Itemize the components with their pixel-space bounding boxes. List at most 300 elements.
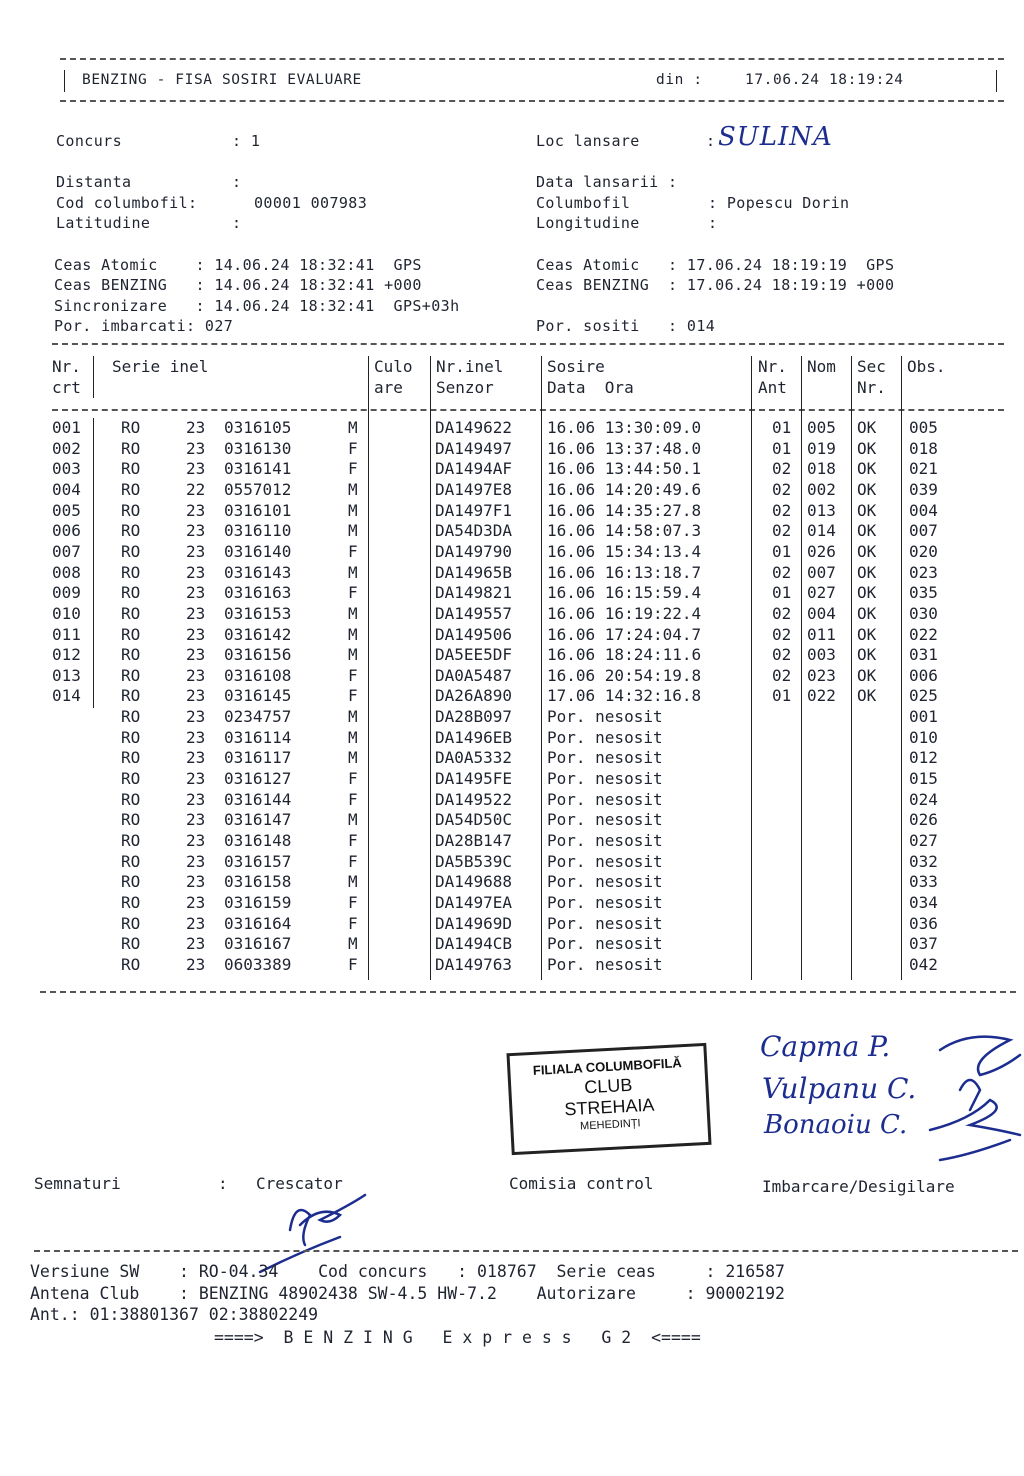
row-ring: 0316145 [224, 686, 292, 706]
row-obs: 030 [909, 603, 938, 623]
row-arrival: Por. nesosit [547, 748, 663, 768]
row-sensor: DA1497EA [435, 892, 513, 912]
row-sensor: DA149790 [435, 541, 513, 561]
row-nom: 007 [807, 562, 836, 582]
row-obs: 039 [909, 479, 938, 499]
row-obs: 010 [909, 727, 938, 747]
row-year: 23 [186, 459, 206, 479]
row-nom: 018 [807, 459, 836, 479]
row-arrival: 16.06 16:15:59.4 [547, 583, 702, 603]
row-sec: OK [857, 562, 877, 582]
row-obs: 032 [909, 851, 938, 871]
row-ant: 02 [772, 459, 792, 479]
row-sensor: DA1497F1 [435, 500, 513, 520]
row-ant: 02 [772, 665, 792, 685]
row-sex: M [348, 707, 358, 727]
row-obs: 024 [909, 789, 938, 809]
row-country: RO [121, 913, 141, 933]
row-country: RO [121, 479, 141, 499]
row-arrival: 16.06 14:20:49.6 [547, 479, 702, 499]
crescator-label: Crescator [256, 1174, 343, 1193]
row-sex: F [348, 851, 358, 871]
row-ant: 02 [772, 603, 792, 623]
row-country: RO [121, 541, 141, 561]
row-obs: 004 [909, 500, 938, 520]
row-ring: 0316156 [224, 645, 292, 665]
row-nom: 004 [807, 603, 836, 623]
row-sensor: DA149557 [435, 603, 513, 623]
columbofil-label: Columbofil [536, 194, 631, 212]
row-sex: F [348, 665, 358, 685]
row-obs: 034 [909, 892, 938, 912]
row-year: 23 [186, 583, 206, 603]
row-arrival: 16.06 18:24:11.6 [547, 645, 702, 665]
row-obs: 012 [909, 748, 938, 768]
col-nrinel-2: Senzor [436, 378, 494, 397]
row-country: RO [121, 500, 141, 520]
signature-commission-1: Capma P. [760, 1030, 891, 1063]
row-sex: M [348, 603, 358, 623]
row-year: 23 [186, 892, 206, 912]
footer-ant: Ant.: 01:38801367 02:38802249 [30, 1305, 319, 1324]
columbofil-value: : Popescu Dorin [708, 194, 850, 212]
row-year: 23 [186, 954, 206, 974]
row-sex: F [348, 459, 358, 479]
row-country: RO [121, 624, 141, 644]
row-ring: 0316110 [224, 521, 292, 541]
row-sensor: DA1496EB [435, 727, 513, 747]
row-nr: 014 [52, 686, 81, 706]
concurs-value: : 1 [232, 132, 261, 150]
row-obs: 026 [909, 810, 938, 830]
row-sex: F [348, 686, 358, 706]
row-sec: OK [857, 418, 877, 437]
row-sex: M [348, 748, 358, 768]
row-sec: OK [857, 541, 877, 561]
row-arrival: Por. nesosit [547, 851, 663, 871]
row-country: RO [121, 831, 141, 850]
row-ring: 0557012 [224, 479, 292, 499]
ceas-atomic-end: Ceas Atomic : 17.06.24 18:19:19 GPS [536, 256, 895, 274]
row-ant: 01 [772, 686, 792, 706]
longitudine-label: Longitudine [536, 214, 640, 232]
row-year: 23 [186, 686, 206, 706]
loc-value: : [706, 132, 716, 150]
row-country: RO [121, 707, 141, 727]
row-country: RO [121, 934, 141, 954]
row-ring: 0316101 [224, 500, 292, 520]
row-arrival: 16.06 13:37:48.0 [547, 438, 702, 458]
row-sensor: DA1494CB [435, 934, 513, 954]
loc-handwritten: SULINA [718, 122, 833, 152]
row-sec: OK [857, 479, 877, 499]
row-ring: 0316105 [224, 418, 292, 437]
row-obs: 001 [909, 707, 938, 727]
row-nr: 002 [52, 438, 81, 458]
row-ring: 0316164 [224, 913, 292, 933]
row-arrival: 16.06 14:58:07.3 [547, 521, 702, 541]
row-year: 23 [186, 872, 206, 892]
row-sensor: DA5EE5DF [435, 645, 513, 665]
row-sex: F [348, 913, 358, 933]
row-arrival: Por. nesosit [547, 892, 663, 912]
row-sec: OK [857, 665, 877, 685]
row-sex: M [348, 418, 358, 437]
row-country: RO [121, 789, 141, 809]
row-obs: 031 [909, 645, 938, 665]
row-ring: 0316117 [224, 748, 292, 768]
row-sex: M [348, 500, 358, 520]
report-date: 17.06.24 18:19:24 [745, 72, 904, 88]
row-obs: 036 [909, 913, 938, 933]
row-year: 23 [186, 418, 206, 437]
row-year: 23 [186, 727, 206, 747]
row-sex: M [348, 562, 358, 582]
comisia-label: Comisia control [509, 1174, 654, 1193]
row-sex: F [348, 583, 358, 603]
col-sosire-2: Data Ora [547, 378, 634, 397]
row-nr: 012 [52, 645, 81, 665]
row-nom: 011 [807, 624, 836, 644]
row-sensor: DA54D50C [435, 810, 513, 830]
row-nom: 005 [807, 418, 836, 437]
col-culo-1: Culo [374, 357, 413, 376]
row-arrival: 17.06 14:32:16.8 [547, 686, 702, 706]
row-obs: 037 [909, 934, 938, 954]
row-nr: 009 [52, 583, 81, 603]
row-ant: 01 [772, 418, 792, 437]
row-nom: 022 [807, 686, 836, 706]
row-country: RO [121, 521, 141, 541]
row-sensor: DA1497E8 [435, 479, 513, 499]
row-obs: 020 [909, 541, 938, 561]
row-country: RO [121, 872, 141, 892]
semnaturi-colon: : [218, 1174, 228, 1193]
row-ring: 0316127 [224, 769, 292, 789]
concurs-label: Concurs [56, 132, 123, 150]
distanta-value: : [232, 173, 242, 191]
row-obs: 006 [909, 665, 938, 685]
row-nr: 007 [52, 541, 81, 561]
ceas-benzing-start: Ceas BENZING : 14.06.24 18:32:41 +000 [54, 276, 422, 294]
cod-value: 00001 007983 [254, 194, 368, 212]
row-country: RO [121, 769, 141, 789]
row-sex: M [348, 645, 358, 665]
signature-commission-2: Vulpanu C. [762, 1072, 917, 1105]
row-year: 23 [186, 913, 206, 933]
row-country: RO [121, 603, 141, 623]
row-sec: OK [857, 603, 877, 623]
row-obs: 027 [909, 831, 938, 850]
row-country: RO [121, 892, 141, 912]
row-country: RO [121, 438, 141, 458]
row-ring: 0316167 [224, 934, 292, 954]
row-sensor: DA149763 [435, 954, 513, 974]
row-ant: 01 [772, 583, 792, 603]
row-arrival: 16.06 13:44:50.1 [547, 459, 702, 479]
row-arrival: 16.06 15:34:13.4 [547, 541, 702, 561]
row-year: 23 [186, 810, 206, 830]
row-ring: 0316157 [224, 851, 292, 871]
row-nr: 010 [52, 603, 81, 623]
ceas-atomic-start: Ceas Atomic : 14.06.24 18:32:41 GPS [54, 256, 422, 274]
row-nr: 001 [52, 418, 81, 437]
row-ring: 0316153 [224, 603, 292, 623]
row-country: RO [121, 418, 141, 437]
row-sec: OK [857, 686, 877, 706]
row-ring: 0316163 [224, 583, 292, 603]
row-year: 23 [186, 645, 206, 665]
row-arrival: Por. nesosit [547, 789, 663, 809]
row-sex: M [348, 521, 358, 541]
row-nom: 023 [807, 665, 836, 685]
report-title: BENZING - FISA SOSIRI EVALUARE [82, 72, 362, 88]
row-ant: 02 [772, 521, 792, 541]
row-sensor: DA149497 [435, 438, 513, 458]
row-arrival: Por. nesosit [547, 831, 663, 850]
row-nr: 013 [52, 665, 81, 685]
row-ring: 0316108 [224, 665, 292, 685]
row-obs: 033 [909, 872, 938, 892]
row-country: RO [121, 686, 141, 706]
col-sosire-1: Sosire [547, 357, 605, 376]
row-ring: 0603389 [224, 954, 292, 974]
row-nom: 014 [807, 521, 836, 541]
row-arrival: 16.06 17:24:04.7 [547, 624, 702, 644]
row-sensor: DA149522 [435, 789, 513, 809]
col-sec-2: Nr. [857, 378, 886, 397]
row-year: 23 [186, 789, 206, 809]
por-sositi: Por. sositi : 014 [536, 317, 716, 335]
row-arrival: 16.06 20:54:19.8 [547, 665, 702, 685]
row-nom: 003 [807, 645, 836, 665]
latitudine-label: Latitudine [56, 214, 151, 232]
col-culo-2: are [374, 378, 403, 397]
semnaturi-label: Semnaturi [34, 1174, 121, 1193]
row-sex: M [348, 479, 358, 499]
row-sensor: DA1494AF [435, 459, 513, 479]
row-ring: 0316143 [224, 562, 292, 582]
row-ring: 0316130 [224, 438, 292, 458]
row-obs: 035 [909, 583, 938, 603]
row-ant: 02 [772, 500, 792, 520]
row-obs: 007 [909, 521, 938, 541]
row-sensor: DA149688 [435, 872, 513, 892]
col-obs: Obs. [907, 357, 946, 376]
row-ring: 0316114 [224, 727, 292, 747]
row-arrival: Por. nesosit [547, 954, 663, 974]
signature-commission-3: Bonaoiu C. [764, 1110, 908, 1140]
row-nr: 008 [52, 562, 81, 582]
row-year: 23 [186, 831, 206, 850]
row-ring: 0316148 [224, 831, 292, 850]
col-nr-1: Nr. [52, 357, 81, 376]
row-year: 23 [186, 934, 206, 954]
cod-label: Cod columbofil: [56, 194, 198, 212]
col-nom: Nom [807, 357, 836, 376]
row-nr: 011 [52, 624, 81, 644]
row-ant: 02 [772, 562, 792, 582]
row-country: RO [121, 562, 141, 582]
col-nr-2: crt [52, 378, 81, 397]
row-ring: 0316141 [224, 459, 292, 479]
row-sex: M [348, 872, 358, 892]
col-sec-1: Sec [857, 357, 886, 376]
row-arrival: 16.06 13:30:09.0 [547, 418, 702, 437]
row-nr: 006 [52, 521, 81, 541]
row-nr: 005 [52, 500, 81, 520]
loc-label: Loc lansare [536, 132, 640, 150]
row-arrival: 16.06 16:19:22.4 [547, 603, 702, 623]
row-sex: F [348, 541, 358, 561]
row-arrival: Por. nesosit [547, 810, 663, 830]
din-label: din : [656, 72, 703, 88]
row-year: 23 [186, 769, 206, 789]
row-arrival: Por. nesosit [547, 769, 663, 789]
row-sex: M [348, 624, 358, 644]
row-obs: 021 [909, 459, 938, 479]
row-sensor: DA149622 [435, 418, 513, 437]
row-sensor: DA14969D [435, 913, 513, 933]
row-sec: OK [857, 583, 877, 603]
row-arrival: Por. nesosit [547, 727, 663, 747]
data-lansarii-label: Data lansarii : [536, 173, 678, 191]
stamp-line-2: CLUB [583, 1074, 633, 1098]
row-arrival: Por. nesosit [547, 934, 663, 954]
distanta-label: Distanta [56, 173, 132, 191]
row-sex: M [348, 810, 358, 830]
row-year: 23 [186, 851, 206, 871]
stamp-line-1: FILIALA COLUMBOFILĂ [532, 1055, 683, 1078]
row-year: 23 [186, 541, 206, 561]
row-obs: 018 [909, 438, 938, 458]
row-ring: 0316147 [224, 810, 292, 830]
row-nom: 013 [807, 500, 836, 520]
row-ring: 0234757 [224, 707, 292, 727]
row-year: 23 [186, 748, 206, 768]
row-year: 23 [186, 624, 206, 644]
row-year: 23 [186, 438, 206, 458]
row-sensor: DA54D3DA [435, 521, 513, 541]
row-sensor: DA28B097 [435, 707, 513, 727]
row-country: RO [121, 748, 141, 768]
row-year: 23 [186, 562, 206, 582]
row-ring: 0316140 [224, 541, 292, 561]
col-nrinel-1: Nr.inel [436, 357, 504, 376]
row-nom: 019 [807, 438, 836, 458]
por-imbarcati: Por. imbarcati: 027 [54, 317, 234, 335]
row-nom: 002 [807, 479, 836, 499]
row-country: RO [121, 954, 141, 974]
row-nom: 026 [807, 541, 836, 561]
col-ant-1: Nr. [758, 357, 787, 376]
row-ant: 01 [772, 541, 792, 561]
row-year: 23 [186, 603, 206, 623]
footer-versiune: Versiune SW : RO-04.34 Cod concurs : 018767 Serie ceas : 216587 [30, 1262, 785, 1281]
row-nom: 027 [807, 583, 836, 603]
row-country: RO [121, 851, 141, 871]
row-country: RO [121, 459, 141, 479]
row-sec: OK [857, 438, 877, 458]
sincronizare: Sincronizare : 14.06.24 18:32:41 GPS+03h [54, 297, 460, 315]
footer-antena: Antena Club : BENZING 48902438 SW-4.5 HW-7.2 Autorizare : 90002192 [30, 1284, 785, 1303]
row-sensor: DA14965B [435, 562, 513, 582]
row-sex: F [348, 438, 358, 458]
stamp-line-4: MEHEDINȚI [579, 1117, 641, 1133]
row-sex: F [348, 789, 358, 809]
row-year: 23 [186, 665, 206, 685]
row-sensor: DA1495FE [435, 769, 513, 789]
row-year: 23 [186, 707, 206, 727]
row-sec: OK [857, 645, 877, 665]
row-nr: 004 [52, 479, 81, 499]
row-ring: 0316159 [224, 892, 292, 912]
row-ring: 0316142 [224, 624, 292, 644]
latitudine-value: : [232, 214, 242, 232]
footer-express: ====> B E N Z I N G E x p r e s s G 2 <==== [214, 1328, 701, 1347]
row-obs: 025 [909, 686, 938, 706]
row-year: 23 [186, 500, 206, 520]
row-arrival: 16.06 16:13:18.7 [547, 562, 702, 582]
row-sex: M [348, 934, 358, 954]
ceas-benzing-end: Ceas BENZING : 17.06.24 18:19:19 +000 [536, 276, 895, 294]
row-sex: F [348, 954, 358, 974]
imbarcare-label: Imbarcare/Desigilare [762, 1177, 955, 1196]
row-ant: 01 [772, 438, 792, 458]
row-sex: F [348, 831, 358, 850]
row-ant: 02 [772, 645, 792, 665]
row-arrival: Por. nesosit [547, 913, 663, 933]
row-sec: OK [857, 500, 877, 520]
col-serie: Serie inel [112, 357, 209, 376]
col-ant-2: Ant [758, 378, 787, 397]
row-obs: 023 [909, 562, 938, 582]
row-country: RO [121, 645, 141, 665]
longitudine-value: : [708, 214, 718, 232]
row-ring: 0316144 [224, 789, 292, 809]
row-arrival: Por. nesosit [547, 707, 663, 727]
row-ant: 02 [772, 624, 792, 644]
row-country: RO [121, 727, 141, 747]
row-country: RO [121, 665, 141, 685]
row-sec: OK [857, 521, 877, 541]
row-sensor: DA0A5487 [435, 665, 513, 685]
row-sex: M [348, 727, 358, 747]
row-obs: 015 [909, 769, 938, 789]
row-ring: 0316158 [224, 872, 292, 892]
row-sensor: DA149506 [435, 624, 513, 644]
row-sex: F [348, 892, 358, 912]
row-sec: OK [857, 459, 877, 479]
row-sensor: DA0A5332 [435, 748, 513, 768]
row-ant: 02 [772, 479, 792, 499]
row-sensor: DA5B539C [435, 851, 513, 871]
row-sex: F [348, 769, 358, 789]
footer-separator [34, 1250, 1018, 1252]
row-country: RO [121, 583, 141, 603]
row-year: 22 [186, 479, 206, 499]
row-nr: 003 [52, 459, 81, 479]
row-arrival: 16.06 14:35:27.8 [547, 500, 702, 520]
row-sensor: DA149821 [435, 583, 513, 603]
row-sensor: DA28B147 [435, 831, 513, 850]
row-arrival: Por. nesosit [547, 872, 663, 892]
row-obs: 042 [909, 954, 938, 974]
stamp-line-3: STREHAIA [563, 1094, 655, 1120]
row-sec: OK [857, 624, 877, 644]
row-country: RO [121, 810, 141, 830]
row-sensor: DA26A890 [435, 686, 513, 706]
